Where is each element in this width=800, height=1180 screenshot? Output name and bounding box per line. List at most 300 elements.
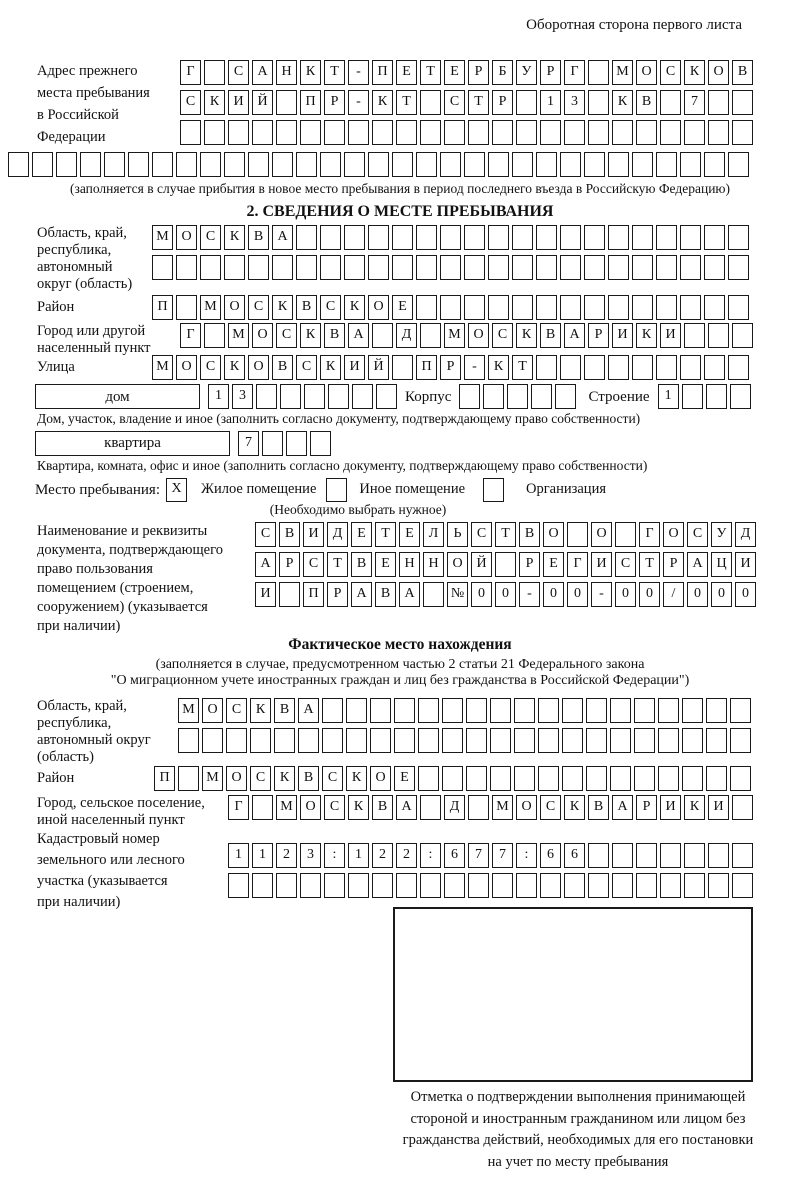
char-cell[interactable]: К: [516, 323, 537, 348]
char-cell[interactable]: [632, 355, 653, 380]
char-cell[interactable]: [178, 766, 199, 791]
char-cell[interactable]: 7: [492, 843, 513, 868]
char-cell[interactable]: М: [228, 323, 249, 348]
char-cell[interactable]: [560, 225, 581, 250]
char-cell[interactable]: 6: [540, 843, 561, 868]
char-cell[interactable]: [464, 225, 485, 250]
char-cell[interactable]: [483, 384, 504, 409]
char-cell[interactable]: [228, 873, 249, 898]
char-cell[interactable]: [682, 728, 703, 753]
char-cell[interactable]: [459, 384, 480, 409]
char-cell[interactable]: [512, 255, 533, 280]
char-cell[interactable]: 0: [615, 582, 636, 607]
char-cell[interactable]: [344, 255, 365, 280]
char-cell[interactable]: [730, 698, 751, 723]
char-cell[interactable]: [660, 120, 681, 145]
char-cell[interactable]: М: [492, 795, 513, 820]
char-cell[interactable]: [180, 120, 201, 145]
char-cell[interactable]: [538, 766, 559, 791]
char-cell[interactable]: И: [735, 552, 756, 577]
char-cell[interactable]: [708, 90, 729, 115]
char-cell[interactable]: [492, 120, 513, 145]
char-cell[interactable]: [468, 873, 489, 898]
char-cell[interactable]: [656, 295, 677, 320]
char-cell[interactable]: №: [447, 582, 468, 607]
char-cell[interactable]: Г: [639, 522, 660, 547]
char-cell[interactable]: К: [224, 355, 245, 380]
checkbox-other-premises[interactable]: [326, 478, 347, 502]
char-cell[interactable]: М: [152, 225, 173, 250]
char-cell[interactable]: [730, 384, 751, 409]
char-cell[interactable]: Т: [327, 552, 348, 577]
char-cell[interactable]: Й: [471, 552, 492, 577]
char-cell[interactable]: Е: [394, 766, 415, 791]
char-cell[interactable]: К: [684, 60, 705, 85]
char-cell[interactable]: Е: [543, 552, 564, 577]
char-cell[interactable]: [612, 873, 633, 898]
char-cell[interactable]: [394, 728, 415, 753]
char-cell[interactable]: [370, 698, 391, 723]
char-cell[interactable]: [708, 843, 729, 868]
char-cell[interactable]: [680, 152, 701, 177]
char-cell[interactable]: П: [300, 90, 321, 115]
char-cell[interactable]: В: [519, 522, 540, 547]
char-cell[interactable]: [536, 355, 557, 380]
char-cell[interactable]: [634, 766, 655, 791]
char-cell[interactable]: [32, 152, 53, 177]
char-cell[interactable]: Р: [663, 552, 684, 577]
char-cell[interactable]: [684, 323, 705, 348]
char-cell[interactable]: [584, 225, 605, 250]
char-cell[interactable]: [615, 522, 636, 547]
char-cell[interactable]: О: [447, 552, 468, 577]
char-cell[interactable]: Д: [444, 795, 465, 820]
char-cell[interactable]: [704, 295, 725, 320]
char-cell[interactable]: [466, 728, 487, 753]
char-cell[interactable]: Д: [735, 522, 756, 547]
char-cell[interactable]: [728, 295, 749, 320]
char-cell[interactable]: В: [351, 552, 372, 577]
char-cell[interactable]: [536, 225, 557, 250]
char-cell[interactable]: [8, 152, 29, 177]
char-cell[interactable]: [464, 295, 485, 320]
char-cell[interactable]: [560, 152, 581, 177]
char-cell[interactable]: А: [399, 582, 420, 607]
char-cell[interactable]: [274, 728, 295, 753]
char-cell[interactable]: [464, 255, 485, 280]
char-cell[interactable]: [536, 152, 557, 177]
char-cell[interactable]: [416, 225, 437, 250]
char-cell[interactable]: Т: [396, 90, 417, 115]
char-cell[interactable]: 0: [567, 582, 588, 607]
char-cell[interactable]: Л: [423, 522, 444, 547]
char-cell[interactable]: [320, 152, 341, 177]
char-cell[interactable]: [708, 873, 729, 898]
char-cell[interactable]: Е: [351, 522, 372, 547]
char-cell[interactable]: [564, 120, 585, 145]
char-cell[interactable]: М: [276, 795, 297, 820]
char-cell[interactable]: [512, 225, 533, 250]
char-cell[interactable]: [564, 873, 585, 898]
char-cell[interactable]: [660, 90, 681, 115]
char-cell[interactable]: [128, 152, 149, 177]
char-cell[interactable]: [706, 728, 727, 753]
char-cell[interactable]: М: [152, 355, 173, 380]
char-cell[interactable]: [658, 728, 679, 753]
char-cell[interactable]: [608, 225, 629, 250]
char-cell[interactable]: С: [540, 795, 561, 820]
char-cell[interactable]: [706, 766, 727, 791]
char-cell[interactable]: О: [468, 323, 489, 348]
char-cell[interactable]: Н: [423, 552, 444, 577]
char-cell[interactable]: [612, 120, 633, 145]
char-cell[interactable]: А: [351, 582, 372, 607]
char-cell[interactable]: И: [228, 90, 249, 115]
char-cell[interactable]: [656, 255, 677, 280]
char-cell[interactable]: О: [591, 522, 612, 547]
char-cell[interactable]: -: [464, 355, 485, 380]
char-cell[interactable]: [440, 255, 461, 280]
char-cell[interactable]: В: [296, 295, 317, 320]
char-cell[interactable]: [372, 873, 393, 898]
char-cell[interactable]: К: [636, 323, 657, 348]
char-cell[interactable]: [608, 255, 629, 280]
char-cell[interactable]: У: [711, 522, 732, 547]
char-cell[interactable]: Р: [492, 90, 513, 115]
char-cell[interactable]: Е: [392, 295, 413, 320]
char-cell[interactable]: С: [296, 355, 317, 380]
char-cell[interactable]: [584, 255, 605, 280]
char-cell[interactable]: [632, 225, 653, 250]
char-cell[interactable]: С: [250, 766, 271, 791]
char-cell[interactable]: [396, 873, 417, 898]
char-cell[interactable]: [732, 90, 753, 115]
char-cell[interactable]: [512, 295, 533, 320]
char-cell[interactable]: [466, 766, 487, 791]
char-cell[interactable]: Г: [567, 552, 588, 577]
char-cell[interactable]: [304, 384, 325, 409]
char-cell[interactable]: [516, 90, 537, 115]
char-cell[interactable]: [682, 698, 703, 723]
char-cell[interactable]: Г: [180, 60, 201, 85]
char-cell[interactable]: С: [660, 60, 681, 85]
char-cell[interactable]: [730, 766, 751, 791]
char-cell[interactable]: [252, 795, 273, 820]
char-cell[interactable]: [728, 255, 749, 280]
char-cell[interactable]: [104, 152, 125, 177]
char-cell[interactable]: [732, 323, 753, 348]
char-cell[interactable]: В: [372, 795, 393, 820]
char-cell[interactable]: С: [471, 522, 492, 547]
char-cell[interactable]: 1: [540, 90, 561, 115]
char-cell[interactable]: Р: [440, 355, 461, 380]
char-cell[interactable]: О: [370, 766, 391, 791]
char-cell[interactable]: [320, 225, 341, 250]
char-cell[interactable]: О: [543, 522, 564, 547]
char-cell[interactable]: [658, 766, 679, 791]
char-cell[interactable]: К: [348, 795, 369, 820]
char-cell[interactable]: [531, 384, 552, 409]
char-cell[interactable]: [444, 873, 465, 898]
char-cell[interactable]: [416, 295, 437, 320]
char-cell[interactable]: П: [154, 766, 175, 791]
char-cell[interactable]: [394, 698, 415, 723]
char-cell[interactable]: [298, 728, 319, 753]
char-cell[interactable]: Т: [468, 90, 489, 115]
char-cell[interactable]: :: [324, 843, 345, 868]
char-cell[interactable]: 7: [238, 431, 259, 456]
char-cell[interactable]: [608, 152, 629, 177]
char-cell[interactable]: [468, 120, 489, 145]
char-cell[interactable]: [178, 728, 199, 753]
char-cell[interactable]: [80, 152, 101, 177]
char-cell[interactable]: [276, 873, 297, 898]
char-cell[interactable]: 2: [276, 843, 297, 868]
char-cell[interactable]: [272, 255, 293, 280]
char-cell[interactable]: Е: [375, 552, 396, 577]
char-cell[interactable]: А: [255, 552, 276, 577]
char-cell[interactable]: К: [272, 295, 293, 320]
char-cell[interactable]: С: [228, 60, 249, 85]
char-cell[interactable]: А: [687, 552, 708, 577]
char-cell[interactable]: П: [416, 355, 437, 380]
char-cell[interactable]: [732, 120, 753, 145]
char-cell[interactable]: [352, 384, 373, 409]
char-cell[interactable]: [588, 120, 609, 145]
char-cell[interactable]: [514, 728, 535, 753]
char-cell[interactable]: [444, 120, 465, 145]
char-cell[interactable]: [376, 384, 397, 409]
char-cell[interactable]: И: [660, 795, 681, 820]
char-cell[interactable]: 0: [735, 582, 756, 607]
char-cell[interactable]: [634, 728, 655, 753]
char-cell[interactable]: [540, 120, 561, 145]
char-cell[interactable]: [442, 698, 463, 723]
char-cell[interactable]: [730, 728, 751, 753]
char-cell[interactable]: Т: [420, 60, 441, 85]
char-cell[interactable]: С: [200, 355, 221, 380]
char-cell[interactable]: М: [444, 323, 465, 348]
char-cell[interactable]: К: [300, 60, 321, 85]
char-cell[interactable]: [464, 152, 485, 177]
char-cell[interactable]: [706, 384, 727, 409]
char-cell[interactable]: [272, 152, 293, 177]
char-cell[interactable]: [392, 225, 413, 250]
char-cell[interactable]: [296, 225, 317, 250]
char-cell[interactable]: О: [176, 225, 197, 250]
char-cell[interactable]: В: [279, 522, 300, 547]
char-cell[interactable]: [440, 152, 461, 177]
char-cell[interactable]: [322, 728, 343, 753]
char-cell[interactable]: [588, 873, 609, 898]
char-cell[interactable]: [706, 698, 727, 723]
char-cell[interactable]: [204, 323, 225, 348]
char-cell[interactable]: И: [708, 795, 729, 820]
char-cell[interactable]: [684, 843, 705, 868]
char-cell[interactable]: [516, 120, 537, 145]
char-cell[interactable]: И: [303, 522, 324, 547]
char-cell[interactable]: Т: [324, 60, 345, 85]
char-cell[interactable]: [176, 152, 197, 177]
char-cell[interactable]: 0: [471, 582, 492, 607]
char-cell[interactable]: [372, 323, 393, 348]
checkbox-residential[interactable]: X: [166, 478, 187, 502]
checkbox-organization[interactable]: [483, 478, 504, 502]
char-cell[interactable]: [562, 766, 583, 791]
char-cell[interactable]: М: [178, 698, 199, 723]
char-cell[interactable]: И: [591, 552, 612, 577]
char-cell[interactable]: О: [252, 323, 273, 348]
char-cell[interactable]: 3: [300, 843, 321, 868]
char-cell[interactable]: [732, 843, 753, 868]
char-cell[interactable]: Е: [396, 60, 417, 85]
char-cell[interactable]: [328, 384, 349, 409]
char-cell[interactable]: В: [540, 323, 561, 348]
char-cell[interactable]: [468, 795, 489, 820]
char-cell[interactable]: [680, 355, 701, 380]
char-cell[interactable]: [176, 255, 197, 280]
char-cell[interactable]: И: [255, 582, 276, 607]
char-cell[interactable]: К: [300, 323, 321, 348]
char-cell[interactable]: Г: [180, 323, 201, 348]
char-cell[interactable]: [248, 152, 269, 177]
char-cell[interactable]: О: [636, 60, 657, 85]
char-cell[interactable]: [538, 728, 559, 753]
char-cell[interactable]: [728, 355, 749, 380]
char-cell[interactable]: [228, 120, 249, 145]
char-cell[interactable]: [396, 120, 417, 145]
char-cell[interactable]: [324, 120, 345, 145]
char-cell[interactable]: [348, 120, 369, 145]
char-cell[interactable]: Н: [276, 60, 297, 85]
char-cell[interactable]: А: [396, 795, 417, 820]
char-cell[interactable]: [588, 60, 609, 85]
char-cell[interactable]: [248, 255, 269, 280]
char-cell[interactable]: [512, 152, 533, 177]
char-cell[interactable]: [420, 90, 441, 115]
char-cell[interactable]: К: [684, 795, 705, 820]
char-cell[interactable]: [680, 295, 701, 320]
char-cell[interactable]: [152, 152, 173, 177]
char-cell[interactable]: К: [564, 795, 585, 820]
char-cell[interactable]: [488, 295, 509, 320]
char-cell[interactable]: [348, 873, 369, 898]
char-cell[interactable]: [418, 766, 439, 791]
char-cell[interactable]: [704, 255, 725, 280]
char-cell[interactable]: [262, 431, 283, 456]
char-cell[interactable]: [584, 295, 605, 320]
char-cell[interactable]: В: [298, 766, 319, 791]
char-cell[interactable]: В: [324, 323, 345, 348]
char-cell[interactable]: [684, 873, 705, 898]
char-cell[interactable]: [276, 120, 297, 145]
char-cell[interactable]: 2: [372, 843, 393, 868]
char-cell[interactable]: [495, 552, 516, 577]
char-cell[interactable]: [368, 152, 389, 177]
char-cell[interactable]: П: [152, 295, 173, 320]
char-cell[interactable]: Й: [252, 90, 273, 115]
char-cell[interactable]: [680, 225, 701, 250]
char-cell[interactable]: [660, 873, 681, 898]
char-cell[interactable]: 1: [348, 843, 369, 868]
char-cell[interactable]: [176, 295, 197, 320]
char-cell[interactable]: [536, 255, 557, 280]
char-cell[interactable]: М: [200, 295, 221, 320]
char-cell[interactable]: [632, 152, 653, 177]
char-cell[interactable]: А: [298, 698, 319, 723]
char-cell[interactable]: А: [348, 323, 369, 348]
char-cell[interactable]: [586, 766, 607, 791]
char-cell[interactable]: К: [488, 355, 509, 380]
char-cell[interactable]: А: [612, 795, 633, 820]
char-cell[interactable]: Р: [540, 60, 561, 85]
char-cell[interactable]: В: [588, 795, 609, 820]
char-cell[interactable]: [204, 60, 225, 85]
char-cell[interactable]: [708, 323, 729, 348]
char-cell[interactable]: [732, 873, 753, 898]
char-cell[interactable]: В: [274, 698, 295, 723]
char-cell[interactable]: В: [375, 582, 396, 607]
char-cell[interactable]: [682, 766, 703, 791]
char-cell[interactable]: [562, 698, 583, 723]
char-cell[interactable]: [344, 225, 365, 250]
char-cell[interactable]: 0: [639, 582, 660, 607]
char-cell[interactable]: К: [344, 295, 365, 320]
char-cell[interactable]: [368, 255, 389, 280]
char-cell[interactable]: 1: [658, 384, 679, 409]
char-cell[interactable]: С: [615, 552, 636, 577]
char-cell[interactable]: С: [324, 795, 345, 820]
char-cell[interactable]: О: [224, 295, 245, 320]
char-cell[interactable]: [704, 225, 725, 250]
char-cell[interactable]: [442, 766, 463, 791]
char-cell[interactable]: [416, 255, 437, 280]
char-cell[interactable]: [610, 728, 631, 753]
char-cell[interactable]: О: [176, 355, 197, 380]
char-cell[interactable]: [660, 843, 681, 868]
char-cell[interactable]: Г: [564, 60, 585, 85]
char-cell[interactable]: С: [322, 766, 343, 791]
char-cell[interactable]: [610, 766, 631, 791]
char-cell[interactable]: [392, 355, 413, 380]
char-cell[interactable]: 2: [396, 843, 417, 868]
char-cell[interactable]: Д: [327, 522, 348, 547]
char-cell[interactable]: [300, 873, 321, 898]
char-cell[interactable]: [300, 120, 321, 145]
char-cell[interactable]: [200, 255, 221, 280]
char-cell[interactable]: [286, 431, 307, 456]
char-cell[interactable]: [560, 295, 581, 320]
char-cell[interactable]: -: [591, 582, 612, 607]
char-cell[interactable]: К: [320, 355, 341, 380]
char-cell[interactable]: -: [348, 90, 369, 115]
char-cell[interactable]: [584, 355, 605, 380]
char-cell[interactable]: [560, 255, 581, 280]
char-cell[interactable]: [202, 728, 223, 753]
char-cell[interactable]: [392, 255, 413, 280]
char-cell[interactable]: [610, 698, 631, 723]
char-cell[interactable]: С: [226, 698, 247, 723]
char-cell[interactable]: В: [272, 355, 293, 380]
char-cell[interactable]: О: [300, 795, 321, 820]
char-cell[interactable]: Е: [399, 522, 420, 547]
char-cell[interactable]: [684, 120, 705, 145]
char-cell[interactable]: [514, 766, 535, 791]
char-cell[interactable]: [418, 698, 439, 723]
char-cell[interactable]: [507, 384, 528, 409]
char-cell[interactable]: А: [564, 323, 585, 348]
char-cell[interactable]: [200, 152, 221, 177]
